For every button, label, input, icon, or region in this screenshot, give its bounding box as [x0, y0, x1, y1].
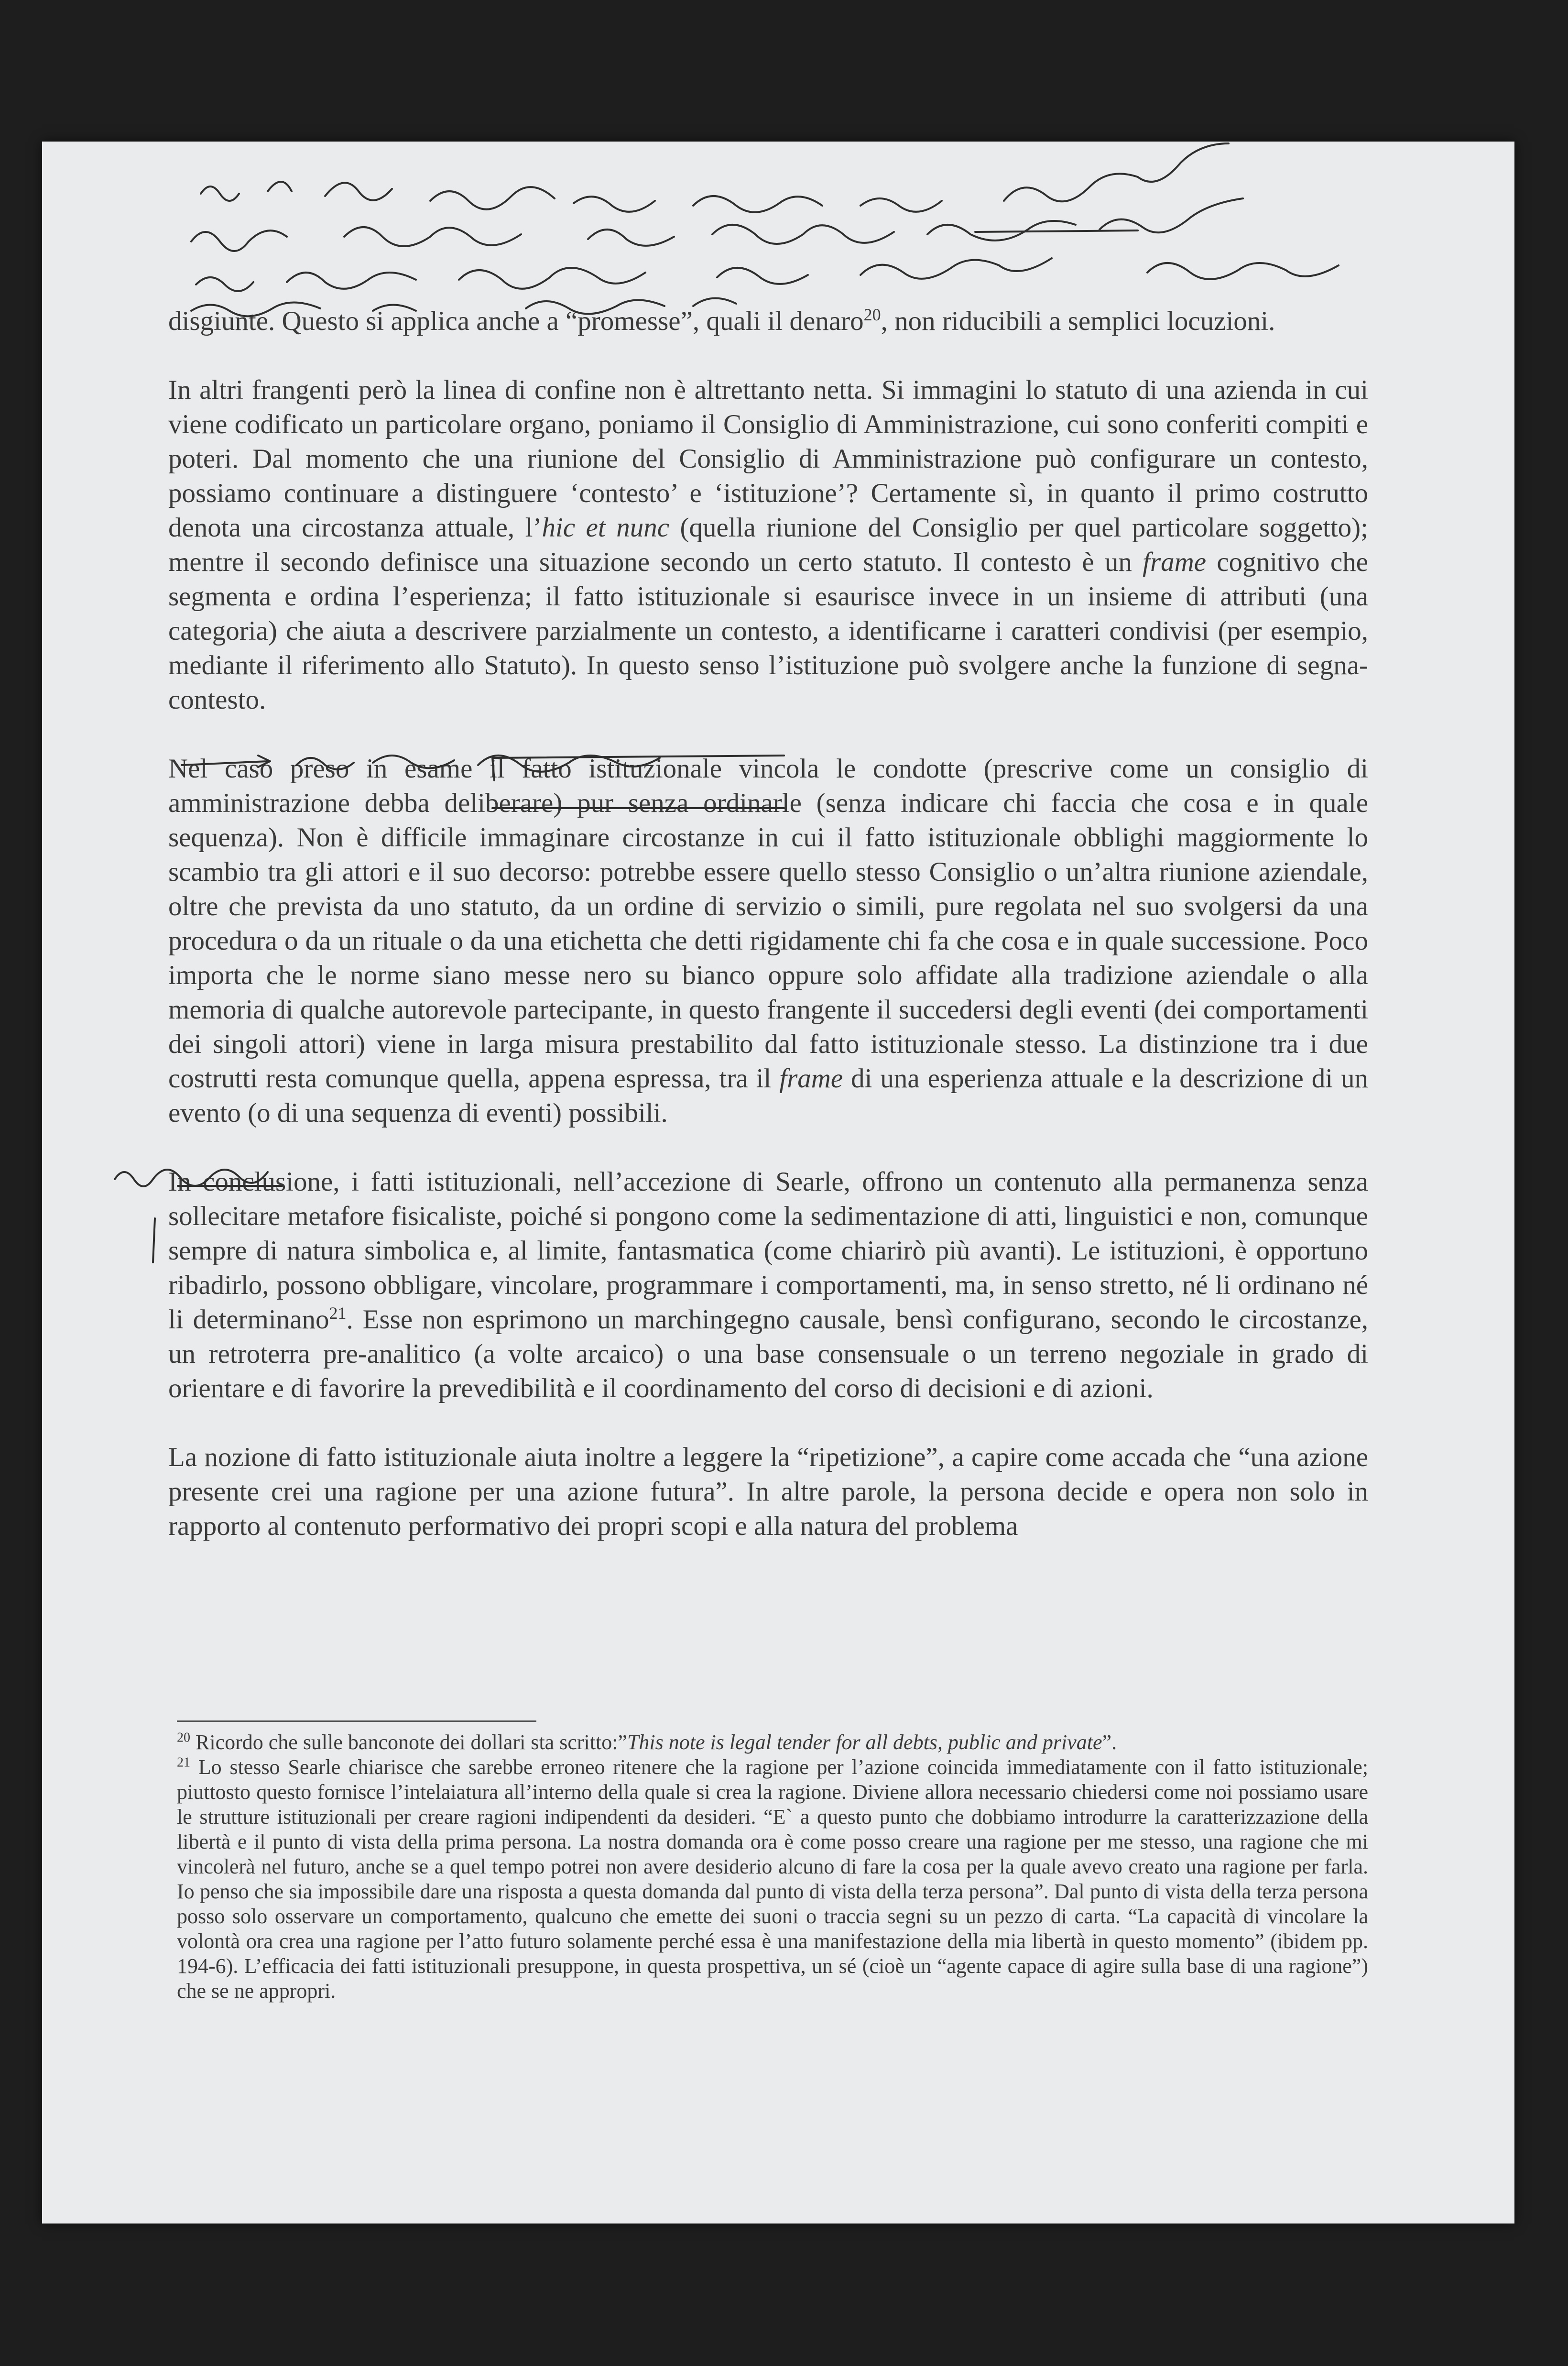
hic-et-nunc-italic: hic et nunc: [542, 513, 670, 543]
footnote-20-quote: This note is legal tender for all debts, public and private: [627, 1731, 1102, 1754]
footnote-20-text: Ricordo che sulle banconote dei dollari sta scritto:”: [196, 1731, 627, 1754]
paragraph-2-mid: (quella riunione del Consiglio per quel particolare soggetto); mentre il secondo definisce una situazione secondo un certo statuto. Il contesto è un: [168, 513, 1368, 577]
paragraph-3: [168, 752, 1368, 1130]
footnote-ref-20: 20: [863, 305, 881, 324]
footnote-20-mark: 20: [177, 1730, 190, 1745]
footnote-21-mark: 21: [177, 1755, 190, 1770]
paragraph-2-rest: cognitivo che segmenta e ordina l’esperienza; il fatto istituzionale si esaurisce invece in un insieme di attributi (una categoria) che aiuta a descrivere parzialmente un contesto, a identificarne i caratteri condivisi (per esempio, mediante il riferimento allo Statuto). In questo senso l’istituzione può svolgere anche la funzione di segna-contesto.: [168, 547, 1368, 715]
footnote-20-end: ”.: [1102, 1731, 1117, 1754]
footnote-separator: [177, 1720, 536, 1722]
footnote-ref-21: 21: [329, 1303, 347, 1323]
footnote-21: [177, 1755, 1368, 2004]
paragraph-4-text: In conclusione, i fatti istituzionali, nell’accezione di Searle, offrono un contenuto alla permanenza senza sollecitare metafore fisicaliste, poiché si pongono come la sedimentazione di atti, linguistici e non, comunque sempre di natura simbolica e, al limite, fantasmatica (come chiarirò più avanti). Le istituzioni, è opportuno ribadirlo, possono obbligare, vincolare, programmare i comportamenti, ma, in senso stretto, né li ordinano né li determinano: [168, 1167, 1368, 1335]
footnote-21-text: Lo stesso Searle chiarisce che sarebbe erroneo ritenere che la ragione per l’azione coincida immediatamente con il fatto istituzionale; piuttosto questo fornisce l’intelaiatura all’interno della quale si crea la ragione. Diviene allora necessario chiedersi come noi possiamo usare le strutture istituzionali per creare ragioni indipendenti da desideri. “E` a questo punto che dobbiamo introdurre la caratterizzazione della libertà e il punto di vista della prima persona. La nostra domanda ora è come posso creare una ragione per me stesso, una ragione che mi vincolerà nel futuro, anche se a quel tempo potrei non avere desiderio alcuno di fare la cosa per la quale avevo creato una ragione per farla. Io penso che sia impossibile dare una risposta a questa domanda dal punto di vista della terza persona”. Dal punto di vista della terza persona posso solo osservare un comportamento, qualcuno che emette dei suoni o traccia segni su un pezzo di carta. “La capacità di vincolare la volontà ora crea una ragione per l’atto futuro solamente perché essa è una manifestazione della mia libertà in questo momento” (ibidem pp. 194-6). L’efficacia dei fatti istituzionali presuppone, in questa prospettiva, un sé (cioè un “agente capace di agire sulla base di una ragione”) che se ne appropri.: [177, 1755, 1369, 2003]
paragraph-4-rest: . Esse non esprimono un marchingegno causale, bensì configurano, secondo le circostanze, un retroterra pre-analitico (a volte arcaico) o una base consensuale o un terreno negoziale in grado di orientare e di favorire la prevedibilità e il coordinamento del corso di decisioni e di azioni.: [168, 1304, 1369, 1403]
paragraph-2: [168, 373, 1368, 717]
body-text: [168, 304, 1368, 1578]
paragraph-1: [168, 304, 1368, 339]
footnote-20: [177, 1730, 1368, 1755]
frame-italic-1: frame: [1143, 547, 1207, 577]
paragraph-1-rest: , non riducibili a semplici locuzioni.: [881, 306, 1275, 336]
paragraph-4: [168, 1165, 1368, 1406]
paragraph-3-text: Nel caso preso in esame il fatto istituzionale vincola le condotte (prescrive come un consiglio di amministrazione debba deliberare) pur senza ordinarle (senza indicare chi faccia che cosa e in quale sequenza). Non è difficile immaginare circostanze in cui il fatto istituzionale obblighi maggiormente lo scambio tra gli attori e il suo decorso: potrebbe essere quello stesso Consiglio o un’altra riunione aziendale, oltre che prevista da uno statuto, da un ordine di servizio o simili, pure regolata nel suo svolgersi da una procedura o da un rituale o da una etichetta che detti rigidamente chi fa che cosa e in quale successione. Poco importa che le norme siano messe nero su bianco oppure solo affidate alla tradizione aziendale o alla memoria di qualche autorevole partecipante, in questo frangente il succedersi degli eventi (dei comportamenti dei singoli attori) viene in larga misura prestabilito dal fatto istituzionale stesso. La distinzione tra i due costrutti resta comunque quella, appena espressa, tra il: [168, 754, 1368, 1094]
paragraph-3-rest: di una esperienza attuale e la descrizione di un evento (o di una sequenza di eventi) possibili.: [168, 1063, 1368, 1128]
paragraph-2-text: In altri frangenti però la linea di confine non è altrettanto netta. Si immagini lo statuto di una azienda in cui viene codificato un particolare organo, poniamo il Consiglio di Amministrazione, cui sono conferiti compiti e poteri. Dal momento che una riunione del Consiglio di Amministrazione può configurare un contesto, possiamo continuare a distinguere ‘contesto’ e ‘istituzione’? Certamente sì, in quanto il primo costrutto denota una circostanza attuale, l’: [168, 375, 1368, 543]
paragraph-1-text: disgiunte. Questo si applica anche a “promesse”, quali il denaro: [168, 306, 864, 336]
frame-italic-2: frame: [779, 1063, 843, 1094]
footnotes: [177, 1730, 1368, 2004]
paragraph-5: La nozione di fatto istituzionale aiuta inoltre a leggere la “ripetizione”, a capire come accada che “una azione presente crei una ragione per una azione futura”. In altre parole, la persona decide e opera non solo in rapporto al contenuto performativo dei propri scopi e alla natura del problema: [168, 1442, 1368, 1541]
